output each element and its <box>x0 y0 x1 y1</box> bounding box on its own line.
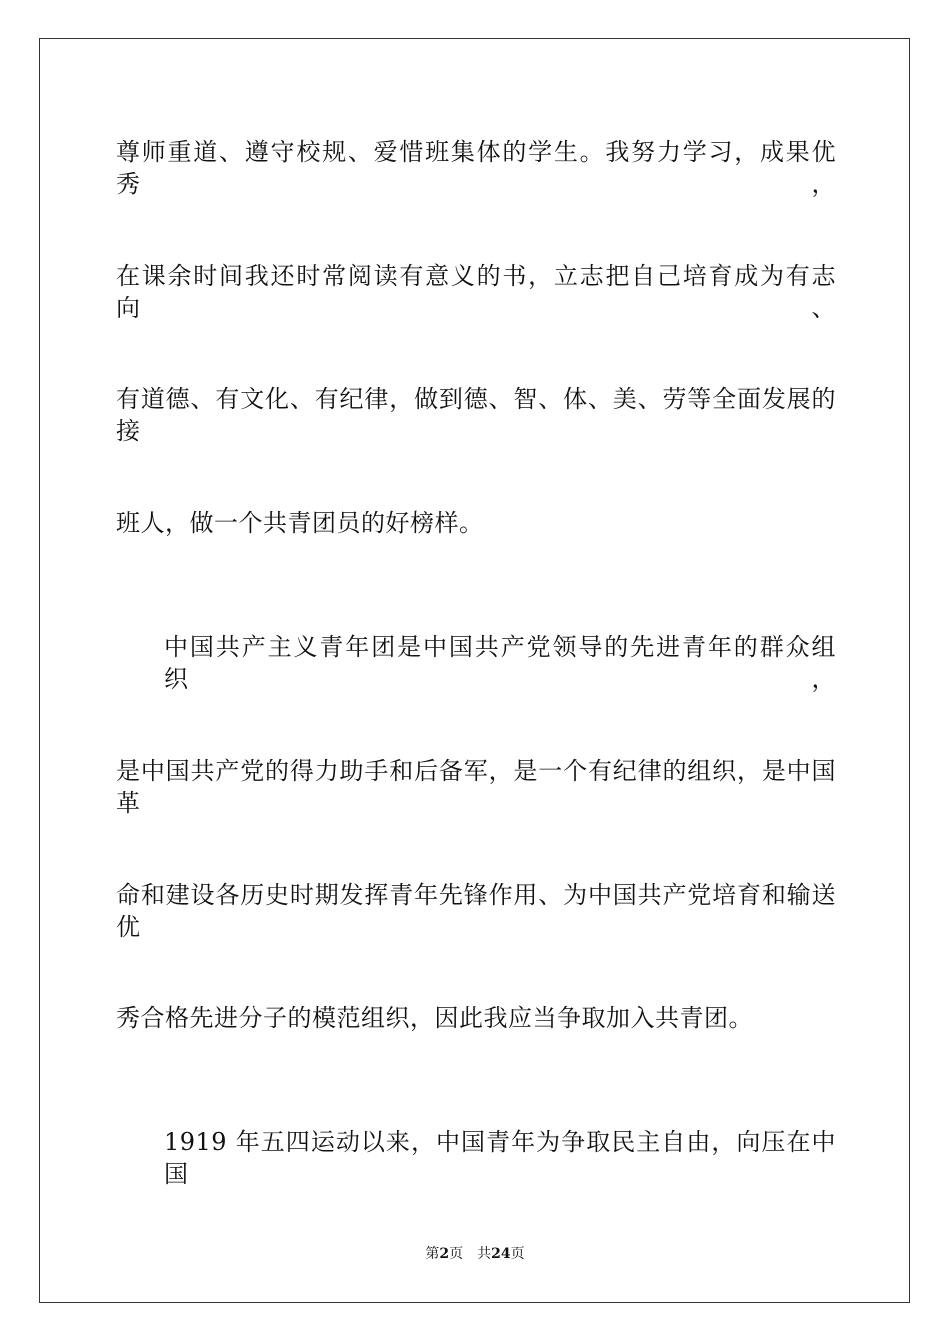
page-suffix: 页 <box>449 1246 464 1262</box>
total-prefix: 共 <box>477 1246 492 1262</box>
page-number: 2 <box>439 1246 450 1262</box>
text-line: 班人，做一个共青团员的好榜样。 <box>116 509 484 537</box>
text-line: 命和建设各历史时期发挥青年先锋作用、为中国共产党培育和输送优 <box>116 881 836 941</box>
text-line: 有道德、有文化、有纪律，做到德、智、体、美、劳等全面发展的接 <box>116 385 836 445</box>
text-line: 在课余时间我还时常阅读有意义的书，立志把自己培育成为有志向、 <box>116 262 836 322</box>
text-line: 是中国共产党的得力助手和后备军，是一个有纪律的组织，是中国革 <box>116 757 836 817</box>
total-suffix: 页 <box>510 1246 525 1262</box>
page-prefix: 第 <box>425 1246 440 1262</box>
page-footer <box>0 1244 950 1264</box>
text-line: 秀合格先进分子的模范组织，因此我应当争取加入共青团。 <box>116 1004 753 1032</box>
total-pages: 24 <box>491 1246 511 1262</box>
text-line-indented: 1919 年五四运动以来，中国青年为争取民主自由，向压在中国 <box>164 1128 836 1188</box>
text-line: 尊师重道、遵守校规、爱惜班集体的学生。我努力学习，成果优秀， <box>116 138 836 198</box>
text-line-indented: 中国共产主义青年团是中国共产党领导的先进青年的群众组织， <box>164 633 836 693</box>
